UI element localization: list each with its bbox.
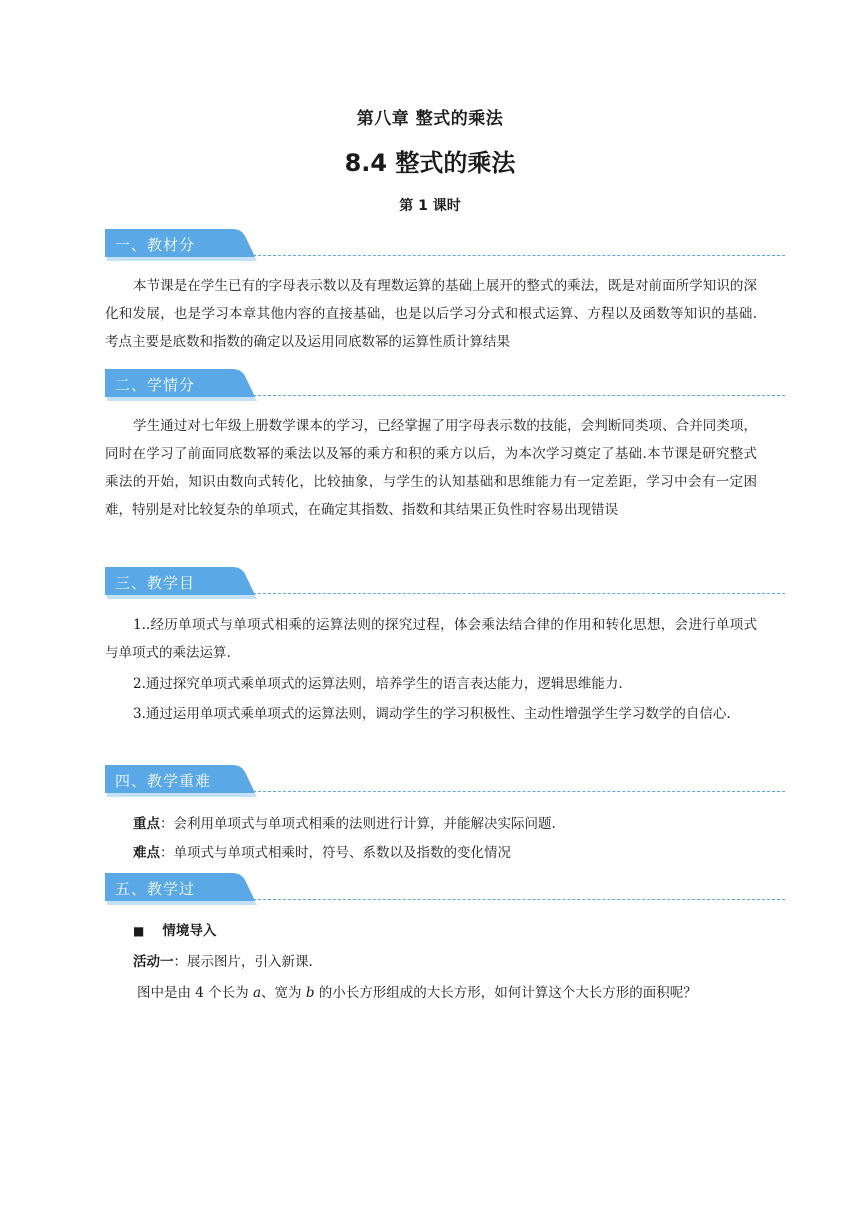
subsection-title: 情境导入	[162, 923, 217, 939]
difficult-point-line	[133, 839, 793, 867]
difficult-point-label: 难点	[133, 845, 160, 861]
section-divider	[253, 899, 785, 900]
section-label: 二、学情分	[115, 376, 196, 394]
key-point-line	[133, 810, 793, 838]
goal-item-2: 2.通过探究单项式乘单项式的运算法则，培养学生的语言表达能力，逻辑思维能力.	[133, 676, 623, 692]
subsection-heading	[133, 917, 793, 945]
section-divider	[253, 791, 785, 792]
activity-text: ：展示图片，引入新课.	[173, 954, 313, 970]
variable-a: a	[252, 985, 262, 1001]
section-header-teaching-process	[105, 873, 785, 905]
section-divider	[253, 593, 785, 594]
section-header-key-difficult	[105, 765, 785, 797]
period-label: 第 1 课时	[399, 198, 461, 214]
section-tab	[105, 873, 255, 903]
teaching-material-paragraph: 本节课是在学生已有的字母表示数以及有理数运算的基础上展开的整式的乘法，既是对前面所学知识的深化和发展，也是学习本章其他内容的直接基础，也是以后学习分式和根式运算、方程以及函数等知识的基础.考点主要是底数和指数的确定以及运用同底数幂的运算性质计算结果	[105, 278, 757, 350]
section-header-teaching-material	[105, 229, 785, 261]
goal-item-3: 3.通过运用单项式乘单项式的运算法则，调动学生的学习积极性、主动性增强学生学习数学的自信心.	[133, 706, 731, 722]
section-divider	[253, 255, 785, 256]
section-label: 三、教学目	[115, 574, 196, 592]
chapter-title: 第八章 整式的乘法	[356, 109, 504, 129]
section-tab	[105, 765, 255, 795]
section-divider	[253, 395, 785, 396]
question-text-2: 、宽为	[261, 985, 306, 1001]
difficult-point-text: ：单项式与单项式相乘时，符号、系数以及指数的变化情况	[160, 845, 511, 861]
section-label: 五、教学过	[115, 880, 196, 898]
section-header-teaching-goals	[105, 567, 785, 599]
activity-line	[133, 948, 793, 976]
activity-label: 活动一	[133, 954, 174, 970]
section-tab	[105, 229, 255, 259]
section-label: 一、教材分	[115, 236, 196, 254]
question-text-1: 图中是由 4 个长为	[137, 985, 253, 1001]
lesson-title: 8.4 整式的乘法	[344, 149, 516, 177]
variable-b: b	[305, 985, 315, 1001]
goal-item-1: 1..经历单项式与单项式相乘的运算法则的探究过程，体会乘法结合律的作用和转化思想，会进行单项式与单项式的乘法运算.	[105, 617, 757, 661]
key-point-label: 重点	[133, 816, 160, 832]
question-text-3: 的小长方形组成的大长方形，如何计算这个大长方形的面积呢？	[314, 985, 697, 1001]
section-label: 四、教学重难	[115, 772, 212, 790]
section-header-student-analysis	[105, 369, 785, 401]
question-line	[137, 979, 797, 1007]
section-tab	[105, 369, 255, 399]
bullet-square-icon: ■	[133, 924, 145, 938]
student-analysis-paragraph: 学生通过对七年级上册数学课本的学习，已经掌握了用字母表示数的技能，会判断同类项、合并同类项，同时在学习了前面同底数幂的乘法以及幂的乘方和积的乘方以后，为本次学习奠定了基础.本节课是研究整式乘法的开始，知识由数向式转化，比较抽象，与学生的认知基础和思维能力有一定差距，学习中会有一定困难，特别是对比较复杂的单项式，在确定其指数、指数和其结果正负性时容易出现错误	[105, 418, 757, 518]
key-point-text: ：会利用单项式与单项式相乘的法则进行计算，并能解决实际问题.	[160, 816, 556, 832]
section-tab	[105, 567, 255, 597]
